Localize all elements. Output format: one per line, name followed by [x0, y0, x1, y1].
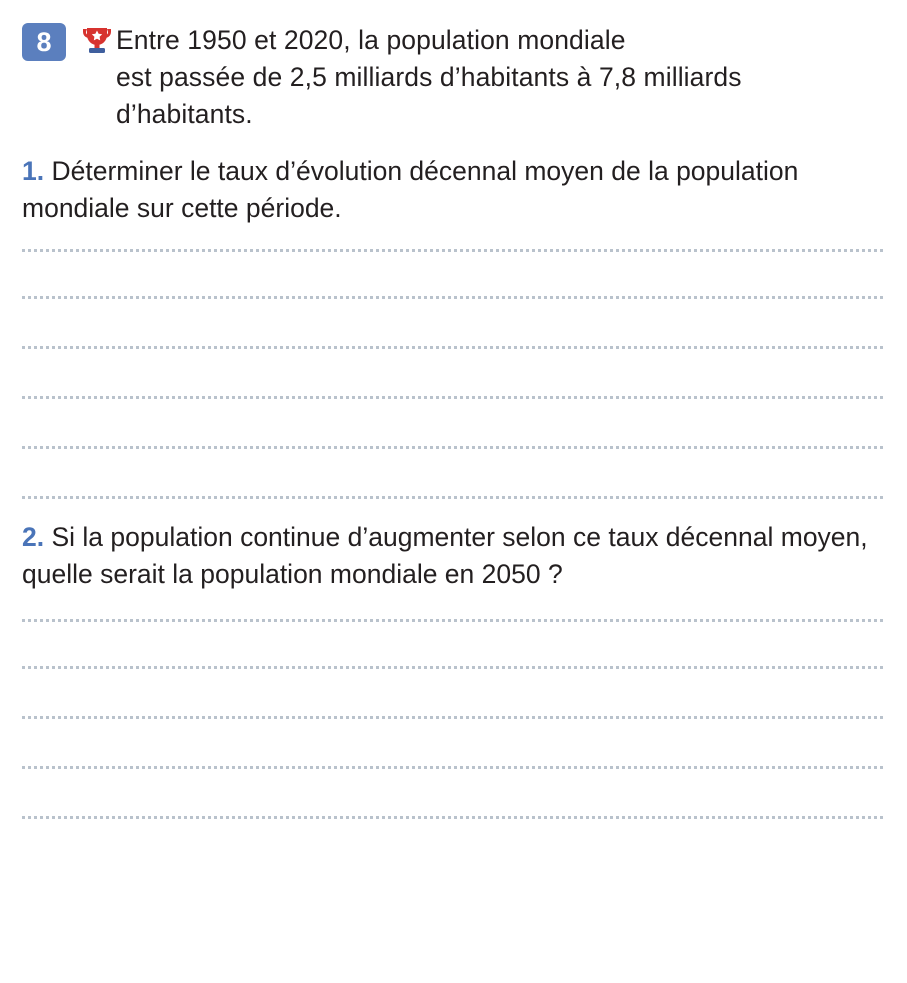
- answer-line[interactable]: [22, 449, 883, 499]
- question-1-text: Déterminer le taux d’évolution décennal moyen de la population mondiale sur cette période.: [22, 156, 799, 223]
- trophy-icon: [80, 24, 114, 58]
- statement-line-1: Entre 1950 et 2020, la population mondiale: [116, 25, 626, 55]
- question-2-number: 2.: [22, 522, 45, 552]
- answer-line[interactable]: [22, 769, 883, 819]
- answer-line[interactable]: [22, 249, 883, 299]
- exercise-header: [22, 22, 883, 133]
- answer-line[interactable]: [22, 719, 883, 769]
- question-2-text: Si la population continue d’augmenter selon ce taux décennal moyen, quelle serait la population mondiale en 2050 ?: [22, 522, 868, 589]
- exercise-number-badge: 8: [22, 23, 66, 61]
- question-1-number: 1.: [22, 156, 45, 186]
- answer-area-1[interactable]: [22, 249, 883, 499]
- exercise-statement: [116, 22, 883, 133]
- statement-rest: est passée de 2,5 milliards d’habitants à 7,8 milliards d’habitants.: [116, 62, 742, 129]
- answer-area-2[interactable]: [22, 619, 883, 819]
- question-1: [22, 153, 883, 227]
- answer-line[interactable]: [22, 619, 883, 669]
- answer-line[interactable]: [22, 669, 883, 719]
- answer-line[interactable]: [22, 299, 883, 349]
- question-2: [22, 519, 883, 593]
- answer-line[interactable]: [22, 399, 883, 449]
- answer-line[interactable]: [22, 349, 883, 399]
